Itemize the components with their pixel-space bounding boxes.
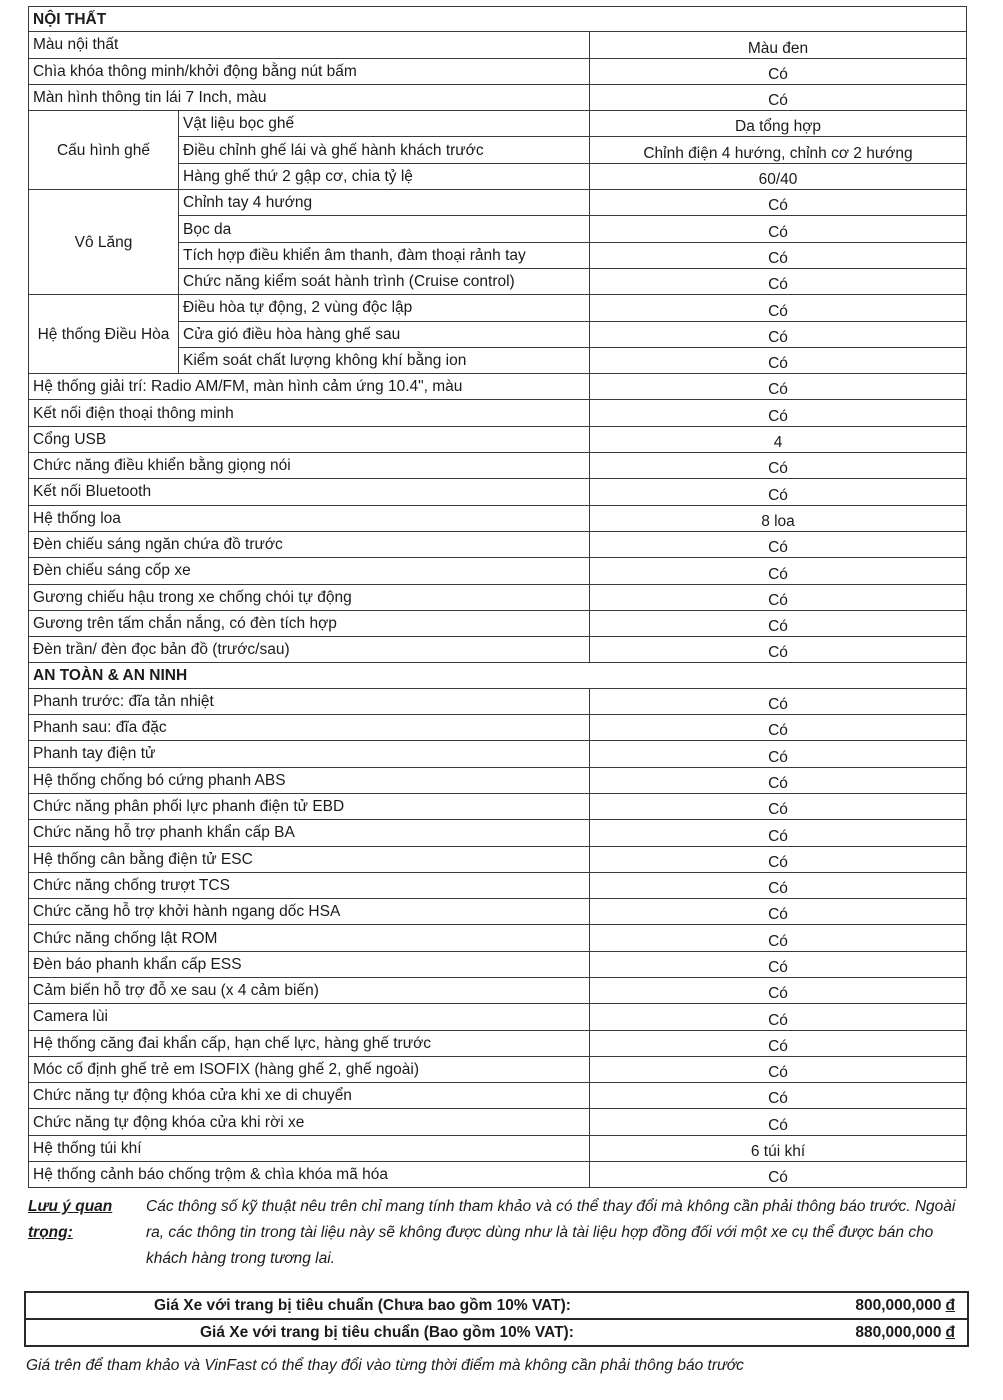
spec-value: Có [590, 1162, 967, 1188]
spec-label: Phanh sau: đĩa đặc [29, 715, 590, 741]
currency-symbol: đ [945, 1323, 955, 1341]
spec-value: Có [590, 899, 967, 925]
spec-label: Gương trên tấm chắn nắng, có đèn tích hợp [29, 610, 590, 636]
spec-row-safety [29, 1109, 967, 1135]
spec-row-safety [29, 846, 967, 872]
spec-label: Hệ thống giải trí: Radio AM/FM, màn hình cảm ứng 10.4", màu [29, 374, 590, 400]
spec-label: Hệ thống cảnh báo chống trộm & chìa khóa mã hóa [29, 1162, 590, 1188]
group-label-seats: Cấu hình ghế [29, 111, 179, 190]
spec-value: Có [590, 584, 967, 610]
spec-label: Phanh tay điện tử [29, 741, 590, 767]
spec-value: 60/40 [590, 163, 967, 189]
spec-row-safety [29, 1056, 967, 1082]
spec-row-safety [29, 925, 967, 951]
spec-row-safety [29, 977, 967, 1003]
spec-value: Có [590, 610, 967, 636]
spec-label: Chức năng hỗ trợ phanh khẩn cấp BA [29, 820, 590, 846]
spec-label: Hệ thống loa [29, 505, 590, 531]
section-header-interior [29, 7, 967, 32]
price-row-incl-vat [26, 1318, 967, 1345]
spec-value: Có [590, 190, 967, 216]
footer-disclaimer: Giá trên để tham khảo và VinFast có thể thay đổi vào từng thời điểm mà không cần phải thông báo trước [26, 1357, 744, 1374]
spec-label: Chỉnh tay 4 hướng [179, 190, 590, 216]
price-value [855, 1324, 955, 1342]
spec-value: Có [590, 84, 967, 110]
spec-value: 6 túi khí [590, 1135, 967, 1161]
spec-row [29, 637, 967, 663]
spec-label: Chức năng chống lật ROM [29, 925, 590, 951]
spec-value: Chỉnh điện 4 hướng, chỉnh cơ 2 hướng [590, 137, 967, 163]
spec-value: Có [590, 977, 967, 1003]
spec-label: Hệ thống chống bó cứng phanh ABS [29, 767, 590, 793]
spec-row-safety [29, 741, 967, 767]
spec-label: Hệ thống túi khí [29, 1135, 590, 1161]
spec-value: Có [590, 872, 967, 898]
spec-row [29, 400, 967, 426]
spec-label: Kết nối Bluetooth [29, 479, 590, 505]
section-title-interior: NỘI THẤT [29, 7, 967, 32]
spec-value: Có [590, 295, 967, 321]
spec-row-safety [29, 899, 967, 925]
spec-row-safety [29, 767, 967, 793]
group-label-aircon: Hệ thống Điều Hòa [29, 295, 179, 374]
spec-row-safety [29, 1083, 967, 1109]
spec-label: Bọc da [179, 216, 590, 242]
spec-row-safety [29, 820, 967, 846]
spec-label: Hệ thống căng đai khẩn cấp, hạn chế lực, hàng ghế trước [29, 1030, 590, 1056]
spec-row [29, 531, 967, 557]
spec-label: Màu nội thất [29, 32, 590, 58]
note-text: Các thông số kỹ thuật nêu trên chỉ mang tính tham khảo và có thể thay đổi mà không cần phải thông báo trước. Ngoài ra, các thông tin trong tài liệu này sẽ không được dùng như là tài liệu hợp đồng đối với một xe cụ thể được bán cho khách hàng trong tương lai. [146, 1198, 956, 1267]
spec-label: Chức năng kiểm soát hành trình (Cruise control) [179, 268, 590, 294]
spec-value: Có [590, 637, 967, 663]
spec-row-safety [29, 1162, 967, 1188]
spec-row-safety [29, 872, 967, 898]
spec-value: Có [590, 1004, 967, 1030]
spec-value: Có [590, 321, 967, 347]
spec-label: Đèn chiếu sáng ngăn chứa đồ trước [29, 531, 590, 557]
spec-label: Chức năng tự động khóa cửa khi rời xe [29, 1109, 590, 1135]
price-box [24, 1291, 969, 1347]
spec-table [28, 6, 967, 1188]
spec-value: Có [590, 58, 967, 84]
spec-value: Có [590, 793, 967, 819]
spec-value: Có [590, 558, 967, 584]
spec-row [29, 58, 967, 84]
spec-value: Có [590, 688, 967, 714]
spec-row-safety [29, 1135, 967, 1161]
spec-value: Có [590, 1030, 967, 1056]
spec-value: Có [590, 767, 967, 793]
spec-row-safety [29, 688, 967, 714]
spec-label: Chức năng tự động khóa cửa khi xe di chuyển [29, 1083, 590, 1109]
spec-row-safety [29, 951, 967, 977]
spec-row [29, 558, 967, 584]
spec-label: Tích hợp điều khiển âm thanh, đàm thoại rảnh tay [179, 242, 590, 268]
spec-value: Có [590, 925, 967, 951]
spec-value: Có [590, 347, 967, 373]
spec-label: Điều hòa tự động, 2 vùng độc lập [179, 295, 590, 321]
spec-sheet [28, 6, 966, 1188]
spec-label: Kiểm soát chất lượng không khí bằng ion [179, 347, 590, 373]
spec-row [29, 505, 967, 531]
spec-value: Có [590, 951, 967, 977]
spec-label: Móc cố định ghế trẻ em ISOFIX (hàng ghế 2, ghế ngoài) [29, 1056, 590, 1082]
spec-value: 8 loa [590, 505, 967, 531]
spec-label: Cửa gió điều hòa hàng ghế sau [179, 321, 590, 347]
price-amount: 800,000,000 [855, 1296, 942, 1314]
spec-label: Đèn chiếu sáng cốp xe [29, 558, 590, 584]
spec-row [29, 584, 967, 610]
spec-label: Đèn trần/ đèn đọc bản đồ (trước/sau) [29, 637, 590, 663]
spec-row [29, 610, 967, 636]
spec-value: Da tổng hợp [590, 111, 967, 137]
section-header-safety [29, 663, 967, 688]
spec-label: Chìa khóa thông minh/khởi động bằng nút bấm [29, 58, 590, 84]
spec-value: Có [590, 820, 967, 846]
section-title-safety: AN TOÀN & AN NINH [29, 663, 967, 688]
price-label: Giá Xe với trang bị tiêu chuẩn (Chưa bao gồm 10% VAT): [154, 1296, 571, 1314]
spec-label: Phanh trước: đĩa tản nhiệt [29, 688, 590, 714]
group-label-steering: Vô Lăng [29, 190, 179, 295]
spec-row [29, 32, 967, 58]
price-row-excl-vat [26, 1293, 967, 1318]
spec-row-safety [29, 1030, 967, 1056]
spec-value: Có [590, 242, 967, 268]
spec-value: Có [590, 715, 967, 741]
spec-label: Chức năng điều khiển bằng giọng nói [29, 453, 590, 479]
spec-value: Có [590, 453, 967, 479]
spec-value: Màu đen [590, 32, 967, 58]
spec-label: Đèn báo phanh khẩn cấp ESS [29, 951, 590, 977]
spec-row [29, 374, 967, 400]
spec-value: Có [590, 846, 967, 872]
spec-label: Chức năng chống trượt TCS [29, 872, 590, 898]
spec-row-steering [29, 190, 967, 216]
spec-value: Có [590, 374, 967, 400]
price-amount: 880,000,000 [855, 1323, 942, 1341]
spec-row [29, 479, 967, 505]
spec-value: Có [590, 1083, 967, 1109]
spec-value: Có [590, 741, 967, 767]
spec-label: Vật liệu bọc ghế [179, 111, 590, 137]
note-label: Lưu ý quan trọng: [28, 1198, 113, 1241]
spec-value: 4 [590, 426, 967, 452]
spec-label: Hàng ghế thứ 2 gập cơ, chia tỷ lệ [179, 163, 590, 189]
spec-table-body [29, 7, 967, 1188]
spec-row-safety [29, 1004, 967, 1030]
spec-row-safety [29, 715, 967, 741]
spec-label: Cổng USB [29, 426, 590, 452]
spec-label: Điều chỉnh ghế lái và ghế hành khách trước [179, 137, 590, 163]
spec-row [29, 426, 967, 452]
spec-value: Có [590, 400, 967, 426]
spec-row-aircon [29, 295, 967, 321]
spec-value: Có [590, 1109, 967, 1135]
spec-label: Màn hình thông tin lái 7 Inch, màu [29, 84, 590, 110]
price-label: Giá Xe với trang bị tiêu chuẩn (Bao gồm 10% VAT): [200, 1323, 574, 1341]
spec-label: Cảm biến hỗ trợ đỗ xe sau (x 4 cảm biến) [29, 977, 590, 1003]
currency-symbol: đ [945, 1296, 955, 1314]
spec-label: Gương chiếu hậu trong xe chống chói tự động [29, 584, 590, 610]
spec-value: Có [590, 1056, 967, 1082]
spec-row [29, 84, 967, 110]
spec-row-safety [29, 793, 967, 819]
spec-value: Có [590, 479, 967, 505]
spec-label: Kết nối điện thoại thông minh [29, 400, 590, 426]
spec-value: Có [590, 268, 967, 294]
spec-label: Camera lùi [29, 1004, 590, 1030]
price-value [855, 1297, 955, 1315]
spec-label: Chức năng phân phối lực phanh điện tử EBD [29, 793, 590, 819]
spec-label: Chức căng hỗ trợ khởi hành ngang dốc HSA [29, 899, 590, 925]
spec-row-seats [29, 111, 967, 137]
spec-value: Có [590, 531, 967, 557]
spec-row [29, 453, 967, 479]
spec-value: Có [590, 216, 967, 242]
spec-label: Hệ thống cân bằng điện tử ESC [29, 846, 590, 872]
important-note [28, 1194, 963, 1272]
